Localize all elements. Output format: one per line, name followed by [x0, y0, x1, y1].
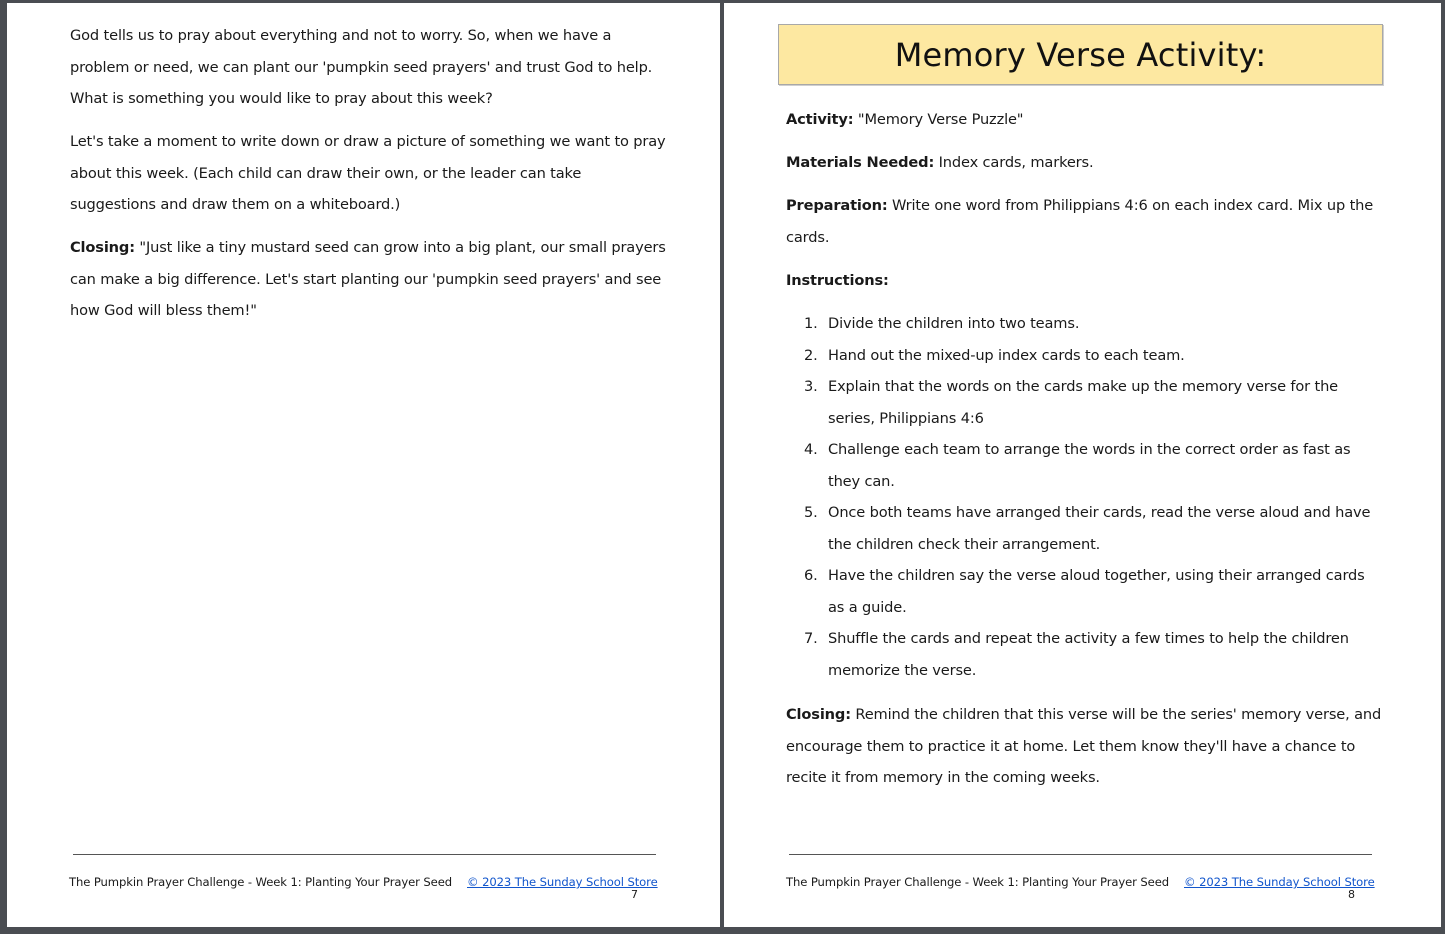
footer-copyright-link[interactable]: © 2023 The Sunday School Store: [1184, 875, 1375, 889]
activity-line: [786, 104, 1386, 136]
footer-divider: [789, 854, 1372, 855]
step-text: Challenge each team to arrange the words in the correct order as fast as they can.: [828, 441, 1351, 490]
closing-paragraph: [70, 232, 670, 327]
instructions-heading: Instructions:: [786, 272, 889, 289]
page-title: Memory Verse Activity:: [894, 35, 1267, 74]
preparation-paragraph: [786, 190, 1386, 253]
page-7: [7, 3, 720, 927]
drawing-paragraph: Let's take a moment to write down or draw a picture of something we want to pray about this week. (Each child can draw their own, or the leader can take suggestions and draw them on a whiteboard.): [70, 133, 666, 213]
materials-line: [786, 147, 1386, 179]
closing-text: Remind the children that this verse will be the series' memory verse, and encourage them to practice it at home. Let them know they'll have a chance to recite it from memory in the coming weeks.: [786, 706, 1382, 786]
materials-label: Materials Needed:: [786, 154, 935, 171]
list-item: [804, 497, 1384, 560]
activity-title-box: [778, 24, 1383, 85]
step-text: Explain that the words on the cards make up the memory verse for the series, Philippians 4:6: [828, 378, 1339, 427]
closing-label: Closing:: [786, 706, 851, 723]
page-8: [724, 3, 1441, 927]
list-item: [804, 623, 1384, 686]
page-number: 8: [1348, 888, 1355, 901]
activity-label: Activity:: [786, 111, 854, 128]
step-text: Once both teams have arranged their cards, read the verse aloud and have the children check their arrangement.: [828, 504, 1371, 553]
list-item: [804, 340, 1384, 372]
closing-text: "Just like a tiny mustard seed can grow into a big plant, our small prayers can make a big difference. Let's start planting our 'pumpkin seed prayers' and see how God will bless them!": [70, 239, 666, 319]
preparation-label: Preparation:: [786, 197, 888, 214]
step-text: Have the children say the verse aloud together, using their arranged cards as a guide.: [828, 567, 1365, 616]
step-number: 2.: [804, 346, 818, 364]
footer-copyright-link[interactable]: © 2023 The Sunday School Store: [467, 875, 658, 889]
footer-title: The Pumpkin Prayer Challenge - Week 1: Planting Your Prayer Seed: [786, 875, 1169, 889]
step-number: 6.: [804, 567, 818, 584]
step-number: 1.: [804, 315, 818, 332]
closing-label: Closing:: [70, 239, 135, 256]
step-number: 5.: [804, 504, 818, 521]
footer-title: The Pumpkin Prayer Challenge - Week 1: Planting Your Prayer Seed: [69, 875, 452, 889]
list-item: [804, 371, 1384, 434]
step-text: Divide the children into two teams.: [828, 315, 1080, 332]
prayer-paragraph: God tells us to pray about everything and not to worry. So, when we have a problem or need, we can plant our 'pumpkin seed prayers' and trust God to help. What is something you would like to pray about this week?: [70, 27, 653, 107]
step-text: Hand out the mixed-up index cards to each team.: [828, 346, 1185, 364]
list-item: [804, 560, 1384, 623]
page-number: 7: [631, 888, 638, 901]
step-text: Shuffle the cards and repeat the activity a few times to help the children memorize the verse.: [828, 630, 1349, 679]
closing-paragraph: [786, 699, 1386, 794]
step-number: 4.: [804, 441, 818, 458]
step-number: 3.: [804, 378, 818, 395]
step-number: 7.: [804, 630, 818, 647]
footer-divider: [73, 854, 656, 855]
preparation-text: Write one word from Philippians 4:6 on each index card. Mix up the cards.: [786, 197, 1374, 246]
activity-text: "Memory Verse Puzzle": [853, 111, 1024, 128]
materials-text: Index cards, markers.: [934, 154, 1094, 171]
list-item: [804, 434, 1384, 497]
list-item: [804, 308, 1384, 340]
instructions-list: [804, 308, 1384, 686]
